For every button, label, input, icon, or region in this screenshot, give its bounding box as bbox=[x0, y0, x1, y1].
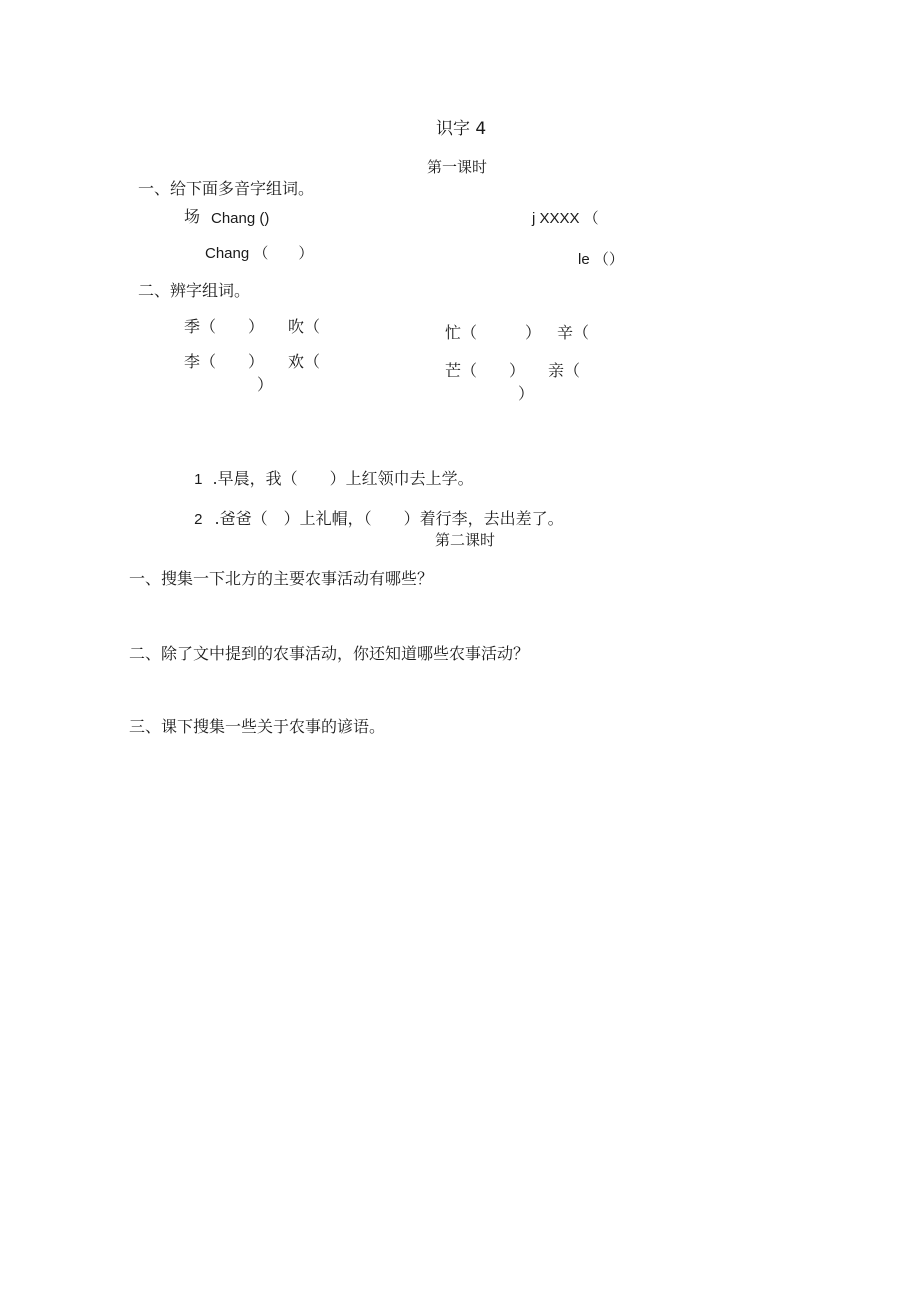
lesson2-question-3: 三、课下搜集一些关于农事的谚语。 bbox=[129, 717, 386, 736]
lesson2-heading: 第二课时 bbox=[435, 531, 496, 549]
q1-row1-right: j XXXX （ bbox=[532, 210, 599, 227]
q2-pair-4-close: ） bbox=[518, 384, 535, 403]
lesson2-question-1: 一、搜集一下北方的主要农事活动有哪些？ bbox=[129, 569, 434, 588]
q2-pair-2a: 李（ ） bbox=[184, 352, 265, 371]
q1-row1-left: Chang () bbox=[211, 210, 270, 227]
q1-label: 一、给下面多音字组词。 bbox=[138, 179, 315, 198]
sentence-2-number: 2 bbox=[194, 511, 203, 528]
sentence-1-text: .早晨，我（ ）上红领巾去上学。 bbox=[212, 469, 474, 488]
q2-pair-3b: 辛（ bbox=[557, 323, 590, 342]
q2-pair-2-close: ） bbox=[257, 375, 274, 394]
sentence-1 bbox=[184, 455, 474, 487]
page-title: 识字 4 bbox=[436, 119, 487, 139]
q2-pair-2b: 欢（ bbox=[288, 352, 321, 371]
sentence-1-number: 1 bbox=[194, 471, 203, 488]
q2-pair-4a: 芒（ ） bbox=[445, 361, 526, 380]
q2-pair-1a: 季（ ） bbox=[184, 317, 265, 336]
q1-row2-right: le （） bbox=[578, 251, 624, 268]
q2-pair-3a: 忙（ ） bbox=[445, 323, 542, 342]
q1-char: 场 bbox=[184, 207, 201, 226]
q2-label: 二、辨字组词。 bbox=[138, 281, 251, 300]
q2-pair-4b: 亲（ bbox=[548, 361, 581, 380]
lesson2-question-2: 二、除了文中提到的农事活动，你还知道哪些农事活动？ bbox=[129, 644, 530, 663]
sentence-2 bbox=[184, 495, 564, 527]
q1-row2-left: Chang （ ） bbox=[205, 245, 314, 262]
q2-pair-1b: 吹（ bbox=[288, 317, 321, 336]
lesson1-heading: 第一课时 bbox=[427, 158, 488, 176]
sentence-2-text: .爸爸（ ）上礼帽，（ ）着行李，去出差了。 bbox=[214, 509, 564, 528]
